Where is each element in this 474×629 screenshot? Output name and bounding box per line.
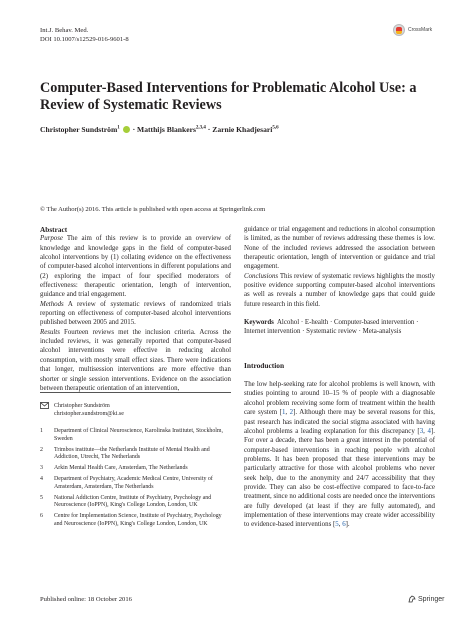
abstract-results-continued: guidance or trial engagement and reductions in alcohol consumption is limited, as the number of reviews addressing these themes is low. None of the included reviews addressed the association between therapeutic orientation, length of intervention or guidance and trial engagement. [244, 226, 435, 271]
contact-email[interactable]: christopher.sundstrom@ki.se [54, 411, 124, 417]
author-affiliation-sup: 1 [117, 125, 120, 131]
affiliation-list [40, 428, 231, 532]
abstract-purpose [40, 234, 231, 299]
results-text: Fourteen reviews met the inclusion criteria. Across the included reviews, it was generally reported that computer-based alcohol interventions were effective in reducing alcohol consumption, with mostly small effect sizes. There were indications that longer, multisession interventions are more effective than shorter or single session interventions. Evidence on the association between therapeutic orientation of an intervention, [40, 328, 231, 392]
envelope-icon [40, 402, 49, 409]
affiliation-item [40, 495, 231, 511]
affiliation-item [40, 465, 231, 473]
intro-text: The low help-seeking rate for alcohol problems is well known, with studies pointing to around 10–15 % of people with a diagnosable alcohol problem receiving some form of treatment within the health care system [ [244, 381, 435, 417]
author-affiliation-sup: 2,3,4 [195, 125, 206, 131]
author-name[interactable]: Matthijs Blankers [137, 125, 196, 134]
affiliation-text: Trimbos institute—the Netherlands Institute of Mental Health and Addiction, Utrecht, The Netherlands [54, 446, 210, 461]
author-name[interactable]: Zarnie Khadjesari [212, 125, 273, 134]
copyright-notice: © The Author(s) 2016. This article is published with open access at Springerlink.com [40, 206, 266, 213]
affiliation-text: Department of Psychiatry, Academic Medical Centre, University of Amsterdam, Amsterdam, The Netherlands [54, 475, 213, 490]
author-list [40, 125, 460, 134]
results-label: Results [40, 328, 60, 336]
crossmark-badge[interactable] [393, 24, 432, 36]
article-title: Computer-Based Interventions for Problematic Alcohol Use: a Review of Systematic Reviews [40, 80, 417, 113]
intro-text: ]. [345, 521, 350, 529]
affiliation-number: 2 [40, 446, 43, 453]
citation-link[interactable]: 5 [335, 521, 339, 529]
methods-label: Methods [40, 300, 64, 308]
author-separator: · [130, 125, 138, 134]
affiliation-item [40, 476, 231, 492]
intro-text: , [285, 409, 290, 417]
citation-link[interactable]: 4 [427, 427, 431, 435]
orcid-icon[interactable] [123, 126, 130, 133]
abstract-methods [40, 300, 231, 328]
keywords [244, 318, 435, 337]
abstract-heading: Abstract [40, 225, 68, 234]
introduction-paragraph [244, 380, 435, 530]
doi-link[interactable]: DOI 10.1007/s12529-016-9601-8 [40, 36, 129, 43]
abstract-conclusions [244, 272, 435, 309]
affiliation-item [40, 428, 231, 444]
affiliation-text: Department of Clinical Neuroscience, Karolinska Institutet, Stockholm, Sweden [54, 428, 223, 442]
conclusions-text: This review of systematic reviews highlights the mostly positive evidence supporting computer-based alcohol interventions as well as reveals a number of knowledge gaps that could guide future research in this field. [244, 272, 435, 308]
author-separator: · [205, 125, 213, 134]
left-column [40, 225, 231, 393]
affiliation-number: 6 [40, 513, 43, 520]
journal-name: Int.J. Behav. Med. [40, 27, 89, 34]
affiliation-number: 4 [40, 475, 43, 482]
conclusions-label: Conclusions [244, 272, 279, 280]
crossmark-label: CrossMark [408, 27, 433, 33]
footnote-divider [40, 392, 231, 393]
purpose-label: Purpose [40, 235, 63, 243]
citation-link[interactable]: 6 [342, 521, 346, 529]
affiliation-text: Arkin Mental Health Care, Amsterdam, The Netherlands [54, 465, 188, 472]
keywords-label: Keywords [244, 319, 274, 327]
citation-link[interactable]: 1 [281, 409, 286, 417]
citation-link[interactable]: 2 [289, 409, 294, 417]
abstract-results [40, 328, 231, 393]
published-date: 18 October 2016 [87, 596, 132, 603]
purpose-text: The aim of this review is to provide an overview of knowledge and knowledge gaps in the field of computer-based alcohol interventions by (1) collating evidence on the effectiveness of computer-based alcohol interventions in different populations and (2) exploring the impact of four specified moderators of effectiveness: therapeutic orientation, length of intervention, guidance and trial engagement. [40, 235, 231, 299]
author-affiliation-sup: 5,6 [272, 125, 279, 131]
methods-text: A review of systematic reviews of randomized trials reporting on effectiveness of computer-based alcohol interventions published between 2005 and 2015. [40, 300, 232, 327]
affiliation-number: 5 [40, 494, 43, 501]
affiliation-text: Centre for Implementation Science, Institute of Psychiatry, Psychology and Neuroscience (IoPPN), King's College London, London, UK [54, 513, 222, 527]
citation-link[interactable]: 3 [419, 427, 424, 435]
corresponding-author [40, 402, 231, 418]
intro-text: ]. For over a decade, there has been a great interest in the potential of computer-based interventions in reaching people with alcohol problems. It has been proposed that these interventions may be particularly attractive for those with alcohol problems who never seek help, due to the anonymity and 24/7 accessibility that they provide. They can also be cost-effective compared to face-to-face treatment, since no additional costs are needed once the interventions are fully developed (at least if they are fully automated), and implementation of these interventions may create wider accessibility to evidence-based interventions [ [244, 427, 435, 529]
contact-name: Christopher Sundström [54, 403, 110, 409]
affiliation-text: National Addiction Centre, Institute of Psychiatry, Psychology and Neuroscience (IoPPN), King's College London, London, UK [54, 494, 212, 509]
introduction-heading: Introduction [244, 360, 285, 370]
springer-horse-icon [408, 595, 416, 603]
intro-text: ]. Although there may be several reasons for this, past research has indicated the social stigma associated with having alcohol problems a leading explanation for this discrepancy [ [244, 409, 435, 435]
affiliation-number: 3 [40, 465, 43, 472]
crossmark-icon [393, 24, 405, 36]
right-column [244, 225, 435, 530]
journal-header [40, 26, 129, 44]
keywords-text: Alcohol · E-health · Computer-based intervention · Internet intervention · Systematic review · Meta-analysis [244, 319, 419, 336]
published-label: Published online: [40, 596, 88, 603]
publisher-name: Springer [418, 595, 445, 603]
intro-text: , [338, 521, 343, 529]
affiliation-item [40, 513, 231, 529]
intro-text: , [423, 427, 428, 435]
publisher-logo [408, 595, 444, 603]
publication-date [40, 596, 132, 603]
affiliation-number: 1 [40, 428, 43, 434]
author-name[interactable]: Christopher Sundström [40, 125, 118, 134]
affiliation-item [40, 447, 231, 463]
